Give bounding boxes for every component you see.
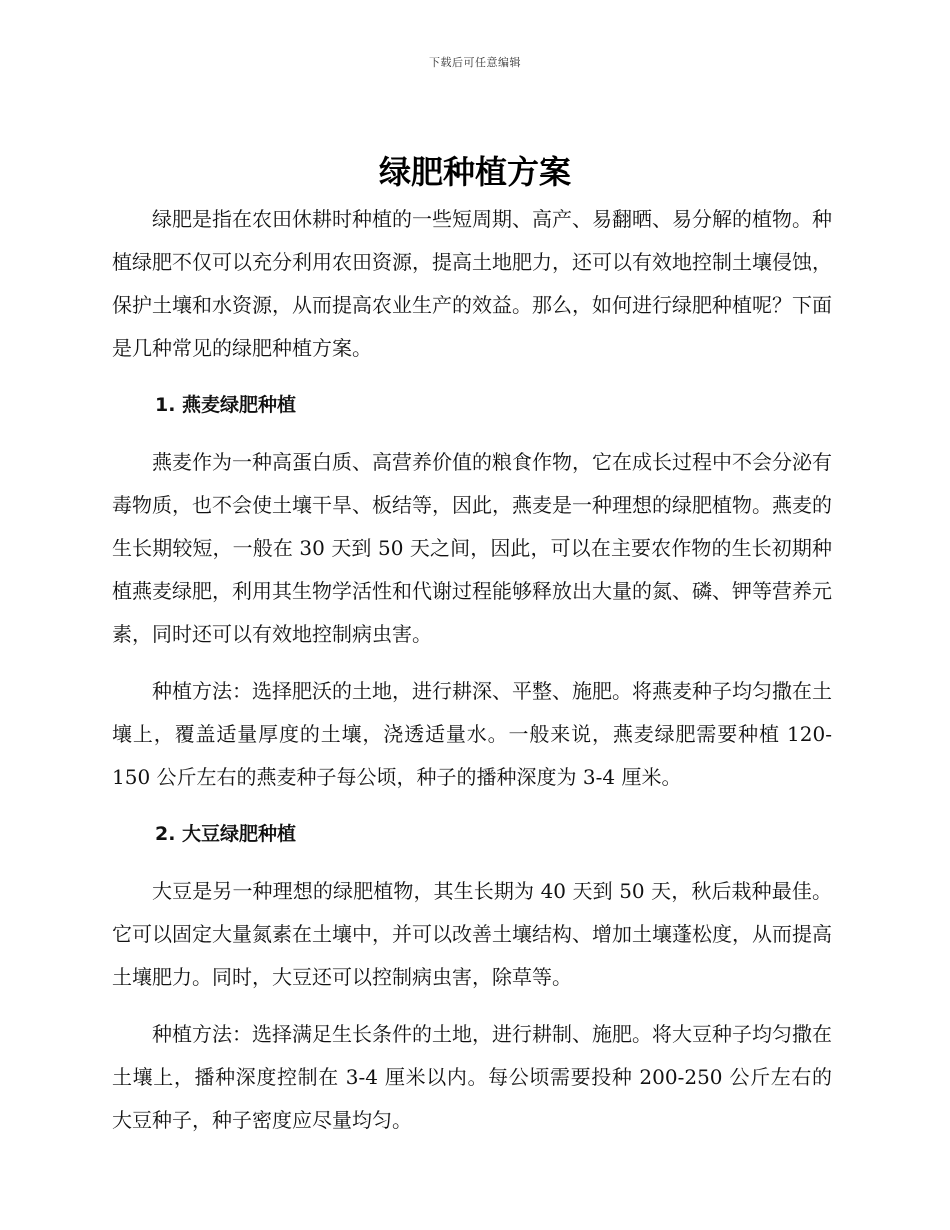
page-header: 下载后可任意编辑 [429,56,521,69]
spacer [112,427,832,441]
soybean-method-paragraph: 种植方法：选择满足生长条件的土地，进行耕制、施肥。将大豆种子均匀撒在土壤上，播种深度控制在 3-4 厘米以内。每公顷需要投种 200-250 公斤左右的大豆种子，种子密度应尽量均匀。 [112,1022,832,1132]
document-title: 绿肥种植方案 [378,153,571,191]
spacer [112,370,832,384]
section-heading-oats: 1. 燕麦绿肥种植 [155,394,297,416]
oats-method-paragraph: 种植方法：选择肥沃的土地，进行耕深、平整、施肥。将燕麦种子均匀撒在土壤上，覆盖适量厚度的土壤，浇透适量水。一般来说，燕麦绿肥需要种植 120-150 公斤左右的燕麦种子每公顷，种子的播种深度为 3-4 厘米。 [112,679,832,789]
intro-paragraph: 绿肥是指在农田休耕时种植的一些短周期、高产、易翻晒、易分解的植物。种植绿肥不仅可以充分利用农田资源，提高土地肥力，还可以有效地控制土壤侵蚀，保护土壤和水资源，从而提高农业生产的效益。那么，如何进行绿肥种植呢？下面是几种常见的绿肥种植方案。 [112,207,832,360]
section-heading-soybean: 2. 大豆绿肥种植 [155,823,297,845]
spacer [112,799,832,813]
soybean-description-paragraph: 大豆是另一种理想的绿肥植物，其生长期为 40 天到 50 天，秋后栽种最佳。它可以固定大量氮素在土壤中，并可以改善土壤结构、增加土壤蓬松度，从而提高土壤肥力。同时，大豆还可以控制病虫害，除草等。 [112,879,832,989]
spacer [112,856,832,870]
document-body [112,198,832,1142]
oats-description-paragraph: 燕麦作为一种高蛋白质、高营养价值的粮食作物，它在成长过程中不会分泌有毒物质，也不会使土壤干旱、板结等，因此，燕麦是一种理想的绿肥植物。燕麦的生长期较短，一般在 30 天到 50 天之间，因此，可以在主要农作物的生长初期种植燕麦绿肥，利用其生物学活性和代谢过程能够释放出大量的氮、磷、钾等营养元素，同时还可以有效地控制病虫害。 [112,450,832,646]
spacer [112,999,832,1013]
spacer [112,656,832,670]
